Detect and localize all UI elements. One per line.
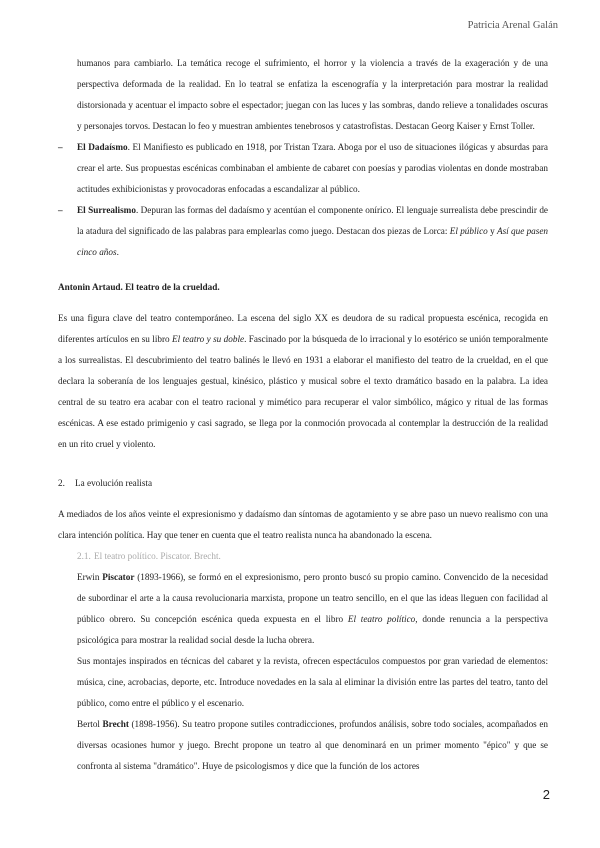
dash-marker: – (58, 205, 63, 215)
work-el-publico: El público (449, 226, 488, 236)
term-surrealismo: El Surrealismo (77, 205, 136, 215)
subsection-title: El teatro político. Piscator. Brecht. (94, 551, 221, 561)
section-number: 2. (58, 478, 65, 488)
brecht-text: (1898-1956). Su teatro propone sutiles contradicciones, profundos análisis, sobre todo sociales, acompañados en diversas ocasiones humor y juego. Brecht propone un teatro al que denominará en un primer momento "épico" y que se confronta al sistema "dramático". Huye de psicologismos y dice que la función de los actores (77, 719, 548, 771)
artaud-text-after: . Fascinado por la búsqueda de lo irracional y lo esotérico se unión temporalmente a los surrealistas. El descubrimiento del teatro balinés le llevó en 1931 a elaborar el manifiesto del teatro de la crueldad, en el que declara la soberanía de los lenguajes gestual, kinésico, plástico y musical sobre el texto dramático basado en la palabra. La idea central de su teatro era acabar con el teatro racional y mimético para recuperar el valor simbólico, mágico y ritual de las formas escénicas. A ese estado primigenio y casi sagrado, se llega por la conmoción provocada al contemplar la destrucción de la realidad en un rito cruel y violento. (58, 334, 548, 449)
piscator-paragraph (58, 567, 548, 651)
piscator-book-title: El teatro político (347, 614, 416, 624)
section-heading (58, 473, 548, 494)
term-dadaismo: El Dadaísmo (77, 142, 128, 152)
surrealismo-end: . (116, 247, 119, 257)
artaud-heading: Antonin Artaud. El teatro de la crueldad. (58, 282, 220, 292)
intro-paragraph: humanos para cambiarlo. La temática recoge el sufrimiento, el horror y la violencia a través de la exageración y de una perspectiva deformada de la realidad. En lo teatral se enfatiza la escenografía y la interpretación para mostrar la realidad distorsionada y acentuar el impacto sobre el espectador; juegan con las luces y las sombras, dando relieve a tonalidades oscuras y personajes torvos. Destacan lo feo y muestran ambientes tenebrosos y catastrofistas. Destacan Georg Kaiser y Ernst Toller. (77, 58, 548, 131)
artaud-book-title: El teatro y su doble (172, 334, 245, 344)
page-header-author: Patricia Arenal Galán (467, 20, 558, 31)
page-body (58, 53, 548, 777)
subsection-heading (58, 546, 548, 567)
section-paragraph: A mediados de los años veinte el expresionismo y dadaísmo dan síntomas de agotamiento y se abre paso un nuevo realismo con una clara intención política. Hay que tener en cuenta que el teatro realista nunca ha abandonado la escena. (58, 509, 548, 540)
piscator-text-after: , donde renuncia a la perspectiva psicológica para mostrar la realidad social desde la lucha obrera. (77, 614, 548, 645)
dadaismo-text: . El Manifiesto es publicado en 1918, por Tristan Tzara. Aboga por el uso de situaciones ilógicas y absurdas para crear el arte. Sus propuestas escénicas combinaban el ambiente de cabaret con poesías y parodias violentas en donde mostraban actitudes exhibicionistas y provocadoras enfocadas a escandalizar al público. (77, 142, 548, 194)
brecht-surname: Brecht (102, 719, 129, 729)
work-asi-que-pasen: Así que pasen cinco años (77, 226, 549, 257)
artaud-text-before: Es una figura clave del teatro contemporáneo. La escena del siglo XX es deudora de su radical propuesta escénica, recogida en diferentes artículos en su libro (58, 313, 548, 344)
page-number: 2 (542, 787, 550, 802)
piscator-first-name: Erwin (77, 572, 103, 582)
subsection-number: 2.1. (77, 551, 91, 561)
brecht-first-name: Bertol (77, 719, 103, 729)
bullet-surrealismo (58, 200, 548, 263)
piscator-surname: Piscator (102, 572, 135, 582)
bullet-dadaismo (58, 137, 548, 200)
dash-marker: – (58, 142, 63, 152)
section-title: La evolución realista (75, 478, 153, 488)
piscator-paragraph-2: Sus montajes inspirados en técnicas del cabaret y la revista, ofrecen espectáculos compuestos por gran variedad de elementos: música, cine, acrobacias, deporte, etc. Introduce novedades en la sala al eliminar la división entre las partes del teatro, tanto del público, como entre el público y el escenario. (77, 656, 548, 708)
piscator-text-before: (1893-1966), se formó en el expresionismo, pero pronto buscó su propio camino. Convencido de la necesidad de subordinar el arte a la causa revolucionaria marxista, propone un teatro sencillo, en el que las ideas lleguen con facilidad al público obrero. Su concepción escénica queda expuesta en el libro (77, 572, 548, 624)
artaud-paragraph (58, 308, 548, 455)
surrealismo-text: . Depuran las formas del dadaísmo y acentúan el componente onírico. El lenguaje surrealista debe prescindir de la atadura del significado de las palabras para emplearlas como juego. Destacan dos piezas de Lorca: (77, 205, 548, 236)
brecht-paragraph (58, 714, 548, 777)
surrealismo-middle: y (487, 226, 497, 236)
